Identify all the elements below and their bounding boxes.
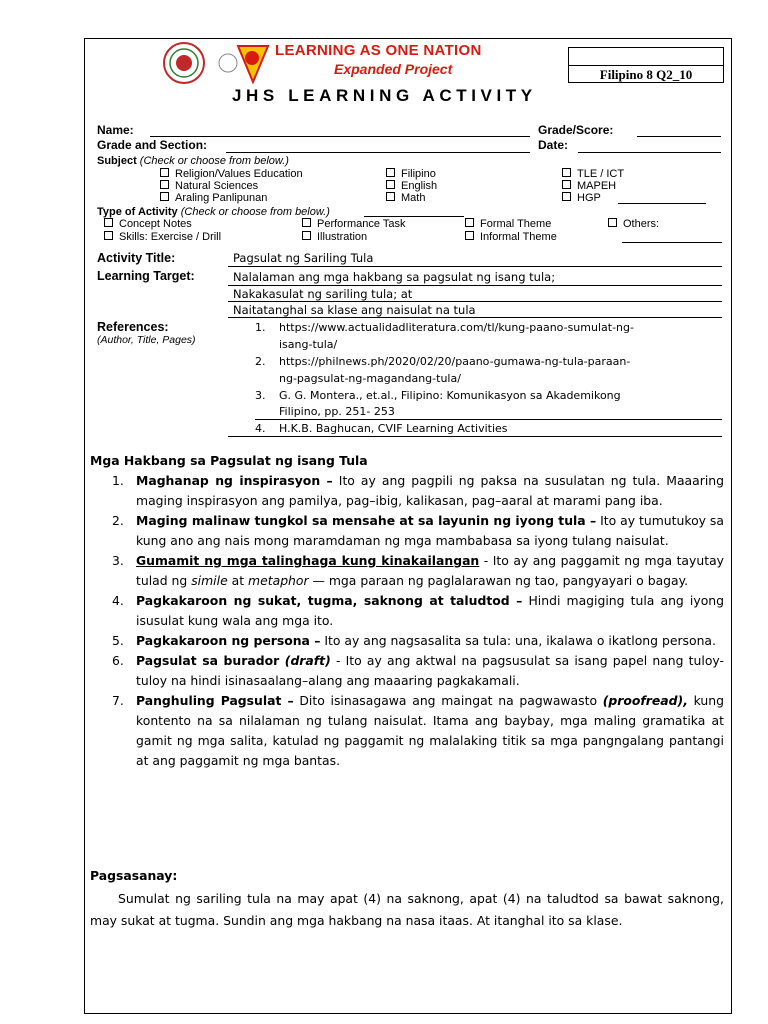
checkbox-icon[interactable]	[160, 192, 169, 201]
step-head: Pagsulat sa burador	[136, 653, 280, 668]
ref-text: https://www.actualidadliteratura.com/tl/kung-paano-sumulat-ng-	[279, 321, 634, 334]
step-text: at	[227, 573, 249, 588]
option-label: Informal Theme	[480, 231, 557, 243]
step-head: Maghanap ng inspirasyon –	[136, 473, 333, 488]
project-title: LEARNING AS ONE NATION	[275, 42, 482, 59]
checkbox-icon[interactable]	[302, 231, 311, 240]
step-text: Ito ay tumutukoy sa kung ano ang nais mong maramdaman ng mga mambabasa sa iyong tulang naisulat.	[136, 513, 724, 548]
step-text: - Ito ay ang paggamit ng mga tayutay tulad ng	[136, 553, 724, 588]
checkbox-icon[interactable]	[104, 231, 113, 240]
step-2	[90, 511, 724, 551]
subject-option-science[interactable]	[160, 180, 258, 192]
reference-1-cont: isang-tula/	[279, 338, 338, 351]
subject-option-mapeh[interactable]	[562, 180, 616, 192]
others-field[interactable]	[622, 242, 722, 243]
step-head: Panghuling Pagsulat –	[136, 693, 294, 708]
option-label: English	[401, 180, 438, 192]
option-label: TLE / ICT	[577, 168, 625, 180]
step-bold-italic: (proofread),	[602, 693, 688, 708]
reference-2	[255, 355, 630, 368]
activity-title-value: Pagsulat ng Sariling Tula	[233, 251, 374, 265]
step-text: Hindi magiging tula ang iyong isusulat kung wala ang mga ito.	[136, 593, 724, 628]
grade-score-field[interactable]	[637, 136, 721, 137]
references-note: (Author, Title, Pages)	[97, 334, 196, 346]
step-text: - Ito ay ang aktwal na pagsusulat sa isang papel nang tuloy-tuloy na hindi isinasaalang–alang ang maaaring pagkakamali.	[136, 653, 724, 688]
ref-text: https://philnews.ph/2020/02/20/paano-gumawa-ng-tula-paraan-	[279, 355, 631, 368]
activity-type-line	[364, 216, 464, 217]
checkbox-icon[interactable]	[608, 218, 617, 227]
step-number: 3.	[112, 553, 124, 568]
option-label: Others:	[623, 218, 660, 230]
step-6	[90, 651, 724, 691]
learning-target-label: Learning Target:	[97, 269, 195, 283]
step-number: 7.	[112, 693, 124, 708]
exercise-title: Pagsasanay:	[90, 868, 178, 883]
ref-text: H.K.B. Baghucan, CVIF Learning Activities	[279, 422, 508, 435]
ref-text: G. G. Montera., et.al., Filipino: Komunikasyon sa Akademikong	[279, 389, 621, 402]
checkbox-icon[interactable]	[160, 180, 169, 189]
activity-title-line	[228, 266, 722, 267]
step-italic: simile	[191, 573, 228, 588]
target-line-1	[228, 285, 722, 286]
subject-code-box	[568, 47, 724, 83]
step-7	[90, 691, 724, 771]
learning-target-1: Nalalaman ang mga hakbang sa pagsulat ng isang tula;	[233, 270, 556, 284]
name-label: Name:	[97, 123, 134, 137]
step-text: — mga paraan ng paglalarawan ng tao, pangyayari o bagay.	[308, 573, 689, 588]
option-label: Concept Notes	[119, 218, 192, 230]
activity-type-label: Type of Activity	[97, 206, 178, 218]
step-number: 4.	[112, 593, 124, 608]
step-5	[90, 631, 724, 651]
step-text: Ito ay ang nagsasalita sa tula: una, ikalawa o ikatlong persona.	[320, 633, 716, 648]
subject-note: (Check or choose from below.)	[139, 155, 289, 167]
step-italic: metaphor	[248, 573, 309, 588]
ref-line	[255, 419, 722, 420]
subject-option-tle[interactable]	[562, 168, 624, 180]
step-head: Pagkakaroon ng sukat, tugma, saknong at taludtod –	[136, 593, 523, 608]
checkbox-icon[interactable]	[386, 168, 395, 177]
subject-label: Subject	[97, 155, 137, 167]
step-text: kung kontento na sa nilalaman ng tulang naisulat. Itama ang baybay, mga maling gramatika at gamit ng mga salita, katulad ng paggamit ng malalaking titik sa mga pangngalang pantangi at ang paggamit ng mga bantas.	[136, 693, 724, 768]
ref-number: 2.	[255, 355, 266, 368]
ref-bottom-line	[228, 436, 722, 437]
date-label: Date:	[538, 138, 569, 152]
option-label: Filipino	[401, 168, 436, 180]
reference-3-cont: Filipino, pp. 251- 253	[279, 405, 395, 418]
page-title: JHS LEARNING ACTIVITY	[232, 86, 537, 105]
target-line-2	[228, 301, 722, 302]
checkbox-icon[interactable]	[465, 231, 474, 240]
option-label: Natural Sciences	[175, 180, 259, 192]
option-label: Religion/Values Education	[175, 168, 303, 180]
option-label: MAPEH	[577, 180, 617, 192]
activity-option-informal[interactable]	[465, 231, 557, 243]
step-head-italic: (draft)	[279, 653, 331, 668]
option-label: Math	[401, 192, 426, 204]
steps-section	[90, 451, 724, 771]
checkbox-icon[interactable]	[562, 180, 571, 189]
name-field[interactable]	[150, 136, 530, 137]
reference-4	[255, 422, 508, 435]
reference-1	[255, 321, 634, 334]
reference-3	[255, 389, 621, 402]
step-4	[90, 591, 724, 631]
step-text: Dito isinasagawa ang maingat na pagwawasto	[293, 693, 603, 708]
option-label: Performance Task	[317, 218, 406, 230]
activity-option-concept[interactable]	[104, 218, 192, 230]
subject-option-english[interactable]	[386, 180, 437, 192]
step-number: 5.	[112, 633, 124, 648]
activity-type-note: (Check or choose from below.)	[180, 206, 330, 218]
grade-score-label: Grade/Score:	[538, 123, 614, 137]
activity-option-others[interactable]	[608, 218, 659, 230]
date-field[interactable]	[578, 152, 721, 153]
option-label: Araling Panlipunan	[175, 192, 268, 204]
school-logos	[160, 42, 270, 92]
checkbox-icon[interactable]	[386, 180, 395, 189]
option-label: Skills: Exercise / Drill	[119, 231, 222, 243]
step-number: 1.	[112, 473, 124, 488]
exercise-section	[90, 866, 724, 932]
step-number: 6.	[112, 653, 124, 668]
target-line-3	[228, 317, 722, 318]
learning-target-2: Nakakasulat ng sariling tula; at	[233, 287, 413, 301]
activity-type-heading	[97, 206, 330, 218]
grade-section-label: Grade and Section:	[97, 138, 208, 152]
checkbox-icon[interactable]	[562, 192, 571, 201]
activity-option-formal[interactable]	[465, 218, 551, 230]
step-3	[90, 551, 724, 591]
option-label: HGP	[577, 192, 601, 204]
activity-option-illustration[interactable]	[302, 231, 367, 243]
checkbox-icon[interactable]	[386, 192, 395, 201]
activity-option-skills[interactable]	[104, 231, 221, 243]
subject-code: Filipino 8 Q2_10	[599, 67, 693, 82]
option-label: Illustration	[317, 231, 368, 243]
activity-title-label: Activity Title:	[97, 251, 176, 265]
checkbox-icon[interactable]	[465, 218, 474, 227]
steps-title: Mga Hakbang sa Pagsulat ng isang Tula	[90, 453, 368, 468]
subject-option-religion[interactable]	[160, 168, 303, 180]
subject-option-math[interactable]	[386, 192, 425, 204]
checkbox-icon[interactable]	[160, 168, 169, 177]
step-head: Pagkakaroon ng persona –	[136, 633, 321, 648]
reference-2-cont: ng-pagsulat-ng-magandang-tula/	[279, 372, 461, 385]
exercise-text: Sumulat ng sariling tula na may apat (4) na saknong, apat (4) na taludtod sa bawat saknong, may sukat at tugma. Sundin ang mga hakbang na nasa itaas. At itanghal ito sa klase.	[90, 891, 724, 928]
step-1	[90, 471, 724, 511]
step-head: Gumamit ng mga talinghaga kung kinakailangan	[136, 553, 480, 568]
ref-number: 4.	[255, 422, 266, 435]
references-label: References:	[97, 320, 169, 334]
subject-option-filipino[interactable]	[386, 168, 436, 180]
subject-heading	[97, 155, 289, 167]
checkbox-icon[interactable]	[562, 168, 571, 177]
project-subtitle: Expanded Project	[334, 61, 453, 77]
step-text: Ito ay ang pagpili ng paksa na susulatan ng tula. Maaaring maging inspirasyon ang pamilya, pag–ibig, kalikasan, pag–aaral at marami pang iba.	[136, 473, 724, 508]
step-number: 2.	[112, 513, 124, 528]
learning-target-3: Naitatanghal sa klase ang naisulat na tula	[233, 303, 476, 317]
checkbox-icon[interactable]	[104, 218, 113, 227]
subject-option-hgp[interactable]	[562, 192, 601, 204]
ref-number: 3.	[255, 389, 266, 402]
checkbox-icon[interactable]	[302, 218, 311, 227]
grade-section-field[interactable]	[226, 152, 530, 153]
ref-number: 1.	[255, 321, 266, 334]
hgp-field[interactable]	[618, 203, 706, 204]
subject-option-ap[interactable]	[160, 192, 267, 204]
option-label: Formal Theme	[480, 218, 552, 230]
activity-option-performance[interactable]	[302, 218, 405, 230]
step-head: Maging malinaw tungkol sa mensahe at sa layunin ng iyong tula –	[136, 513, 597, 528]
